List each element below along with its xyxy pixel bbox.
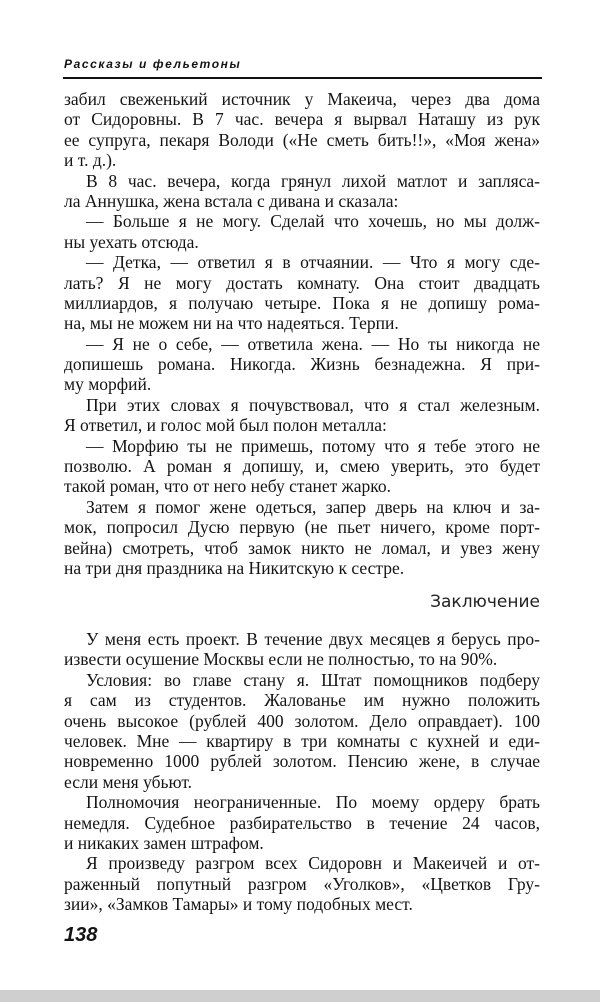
text-line: У меня есть проект. В течение двух месяцев я берусь про- (86, 629, 540, 649)
text-line: вейна) смотреть, чтоб замок никто не ломал, и увез жену (64, 537, 540, 558)
text-line: и т. д.). (64, 150, 117, 171)
text-line: на три дня праздника на Никитскую к сестре. (64, 557, 405, 578)
paragraph (64, 334, 540, 395)
paragraph (64, 670, 540, 792)
paragraph (64, 853, 540, 914)
text-line: — Морфию ты не примешь, потому что я тебе этого не (86, 435, 540, 456)
text-line: зии», «Замков Тамары» и тому подобных мест. (64, 894, 413, 915)
text-line: позволю. А роман я допишу, и, смею уверить, это будет (64, 456, 540, 477)
text-line: забил свеженький источник у Макеича, через два дома (64, 89, 540, 109)
text-line: допишешь романа. Никогда. Жизнь безнадежна. Я при- (64, 354, 540, 375)
text-line: му морфий. (64, 374, 152, 395)
text-line: на, мы не можем ни на что надеяться. Терпи. (64, 313, 399, 334)
text-line: такой роман, что от него небу станет жарко. (64, 476, 392, 497)
paragraph (64, 211, 540, 252)
page-number: 138 (64, 924, 98, 946)
text-line: — Я не о себе, — ответила жена. — Но ты никогда не (86, 333, 540, 354)
text-line: ла Аннушка, жена встала с дивана и сказала: (64, 190, 399, 211)
header-rule (63, 77, 542, 79)
paragraph (64, 395, 540, 436)
text-line: Я произведу разгром всех Сидоровн и Макеичей и от- (86, 853, 540, 874)
running-header: Рассказы и фельетоны (64, 57, 242, 71)
text-line: ны уехать отсюда. (64, 231, 199, 252)
text-line: мок, попросил Дусю первую (не пьет ничего, кроме порт- (64, 517, 540, 538)
paragraph (64, 89, 540, 171)
text-line: очень высокое (рублей 400 золотом. Дело оправдает). 100 (64, 710, 540, 731)
text-line: — Больше я не могу. Сделай что хочешь, но мы долж- (86, 211, 540, 232)
section-body-1 (64, 89, 540, 578)
text-line: извести осушение Москвы если не полностью, то на 90%. (64, 649, 498, 670)
paragraph (64, 497, 540, 579)
text-line: — Детка, — ответил я в отчаянии. — Что я могу сде- (86, 252, 540, 273)
section-body-2 (64, 629, 540, 914)
text-line: я сам из студентов. Жалованье им нужно положить (64, 690, 540, 711)
text-line: человек. Мне — квартиру в три комнаты с кухней и еди- (64, 730, 540, 751)
paragraph (64, 252, 540, 334)
text-line: Я ответил, и голос мой был полон металла: (64, 415, 387, 436)
text-line: Условия: во главе стану я. Штат помощников подберу (86, 669, 540, 690)
text-line: новременно 1000 рублей золотом. Пенсию жене, в случае (64, 751, 540, 772)
text-line: если меня убьют. (64, 771, 193, 792)
section-heading: Заключение (430, 592, 540, 612)
text-line: раженный попутный разгром «Уголков», «Цветков Гру- (64, 873, 540, 894)
paragraph (64, 792, 540, 853)
text-line: В 8 час. вечера, когда грянул лихой матлот и заплясa- (86, 170, 540, 191)
text-line: При этих словах я почувствовал, что я стал железным. (86, 394, 540, 415)
text-line: миллиардов, я получаю четыре. Пока я не допишу рома- (64, 292, 540, 313)
paragraph (64, 171, 540, 212)
text-line: Затем я помог жене одеться, запер дверь на ключ и за- (86, 496, 540, 517)
scan-edge (0, 990, 600, 1002)
text-line: ее супруга, пекаря Володи («Не сметь бить!!», «Моя жена» (64, 129, 540, 150)
text-line: лать? Я не могу достать комнату. Она стоит двадцать (64, 272, 540, 293)
text-line: и никаких замен штрафом. (64, 832, 264, 853)
text-line: Полномочия неограниченные. По моему ордеру брать (86, 792, 540, 813)
paragraph (64, 629, 540, 670)
text-line: немедля. Судебное разбирательство в течение 24 часов, (64, 812, 540, 833)
text-line: от Сидоровны. В 7 час. вечера я вырвал Наташу из рук (64, 109, 540, 130)
paragraph (64, 436, 540, 497)
